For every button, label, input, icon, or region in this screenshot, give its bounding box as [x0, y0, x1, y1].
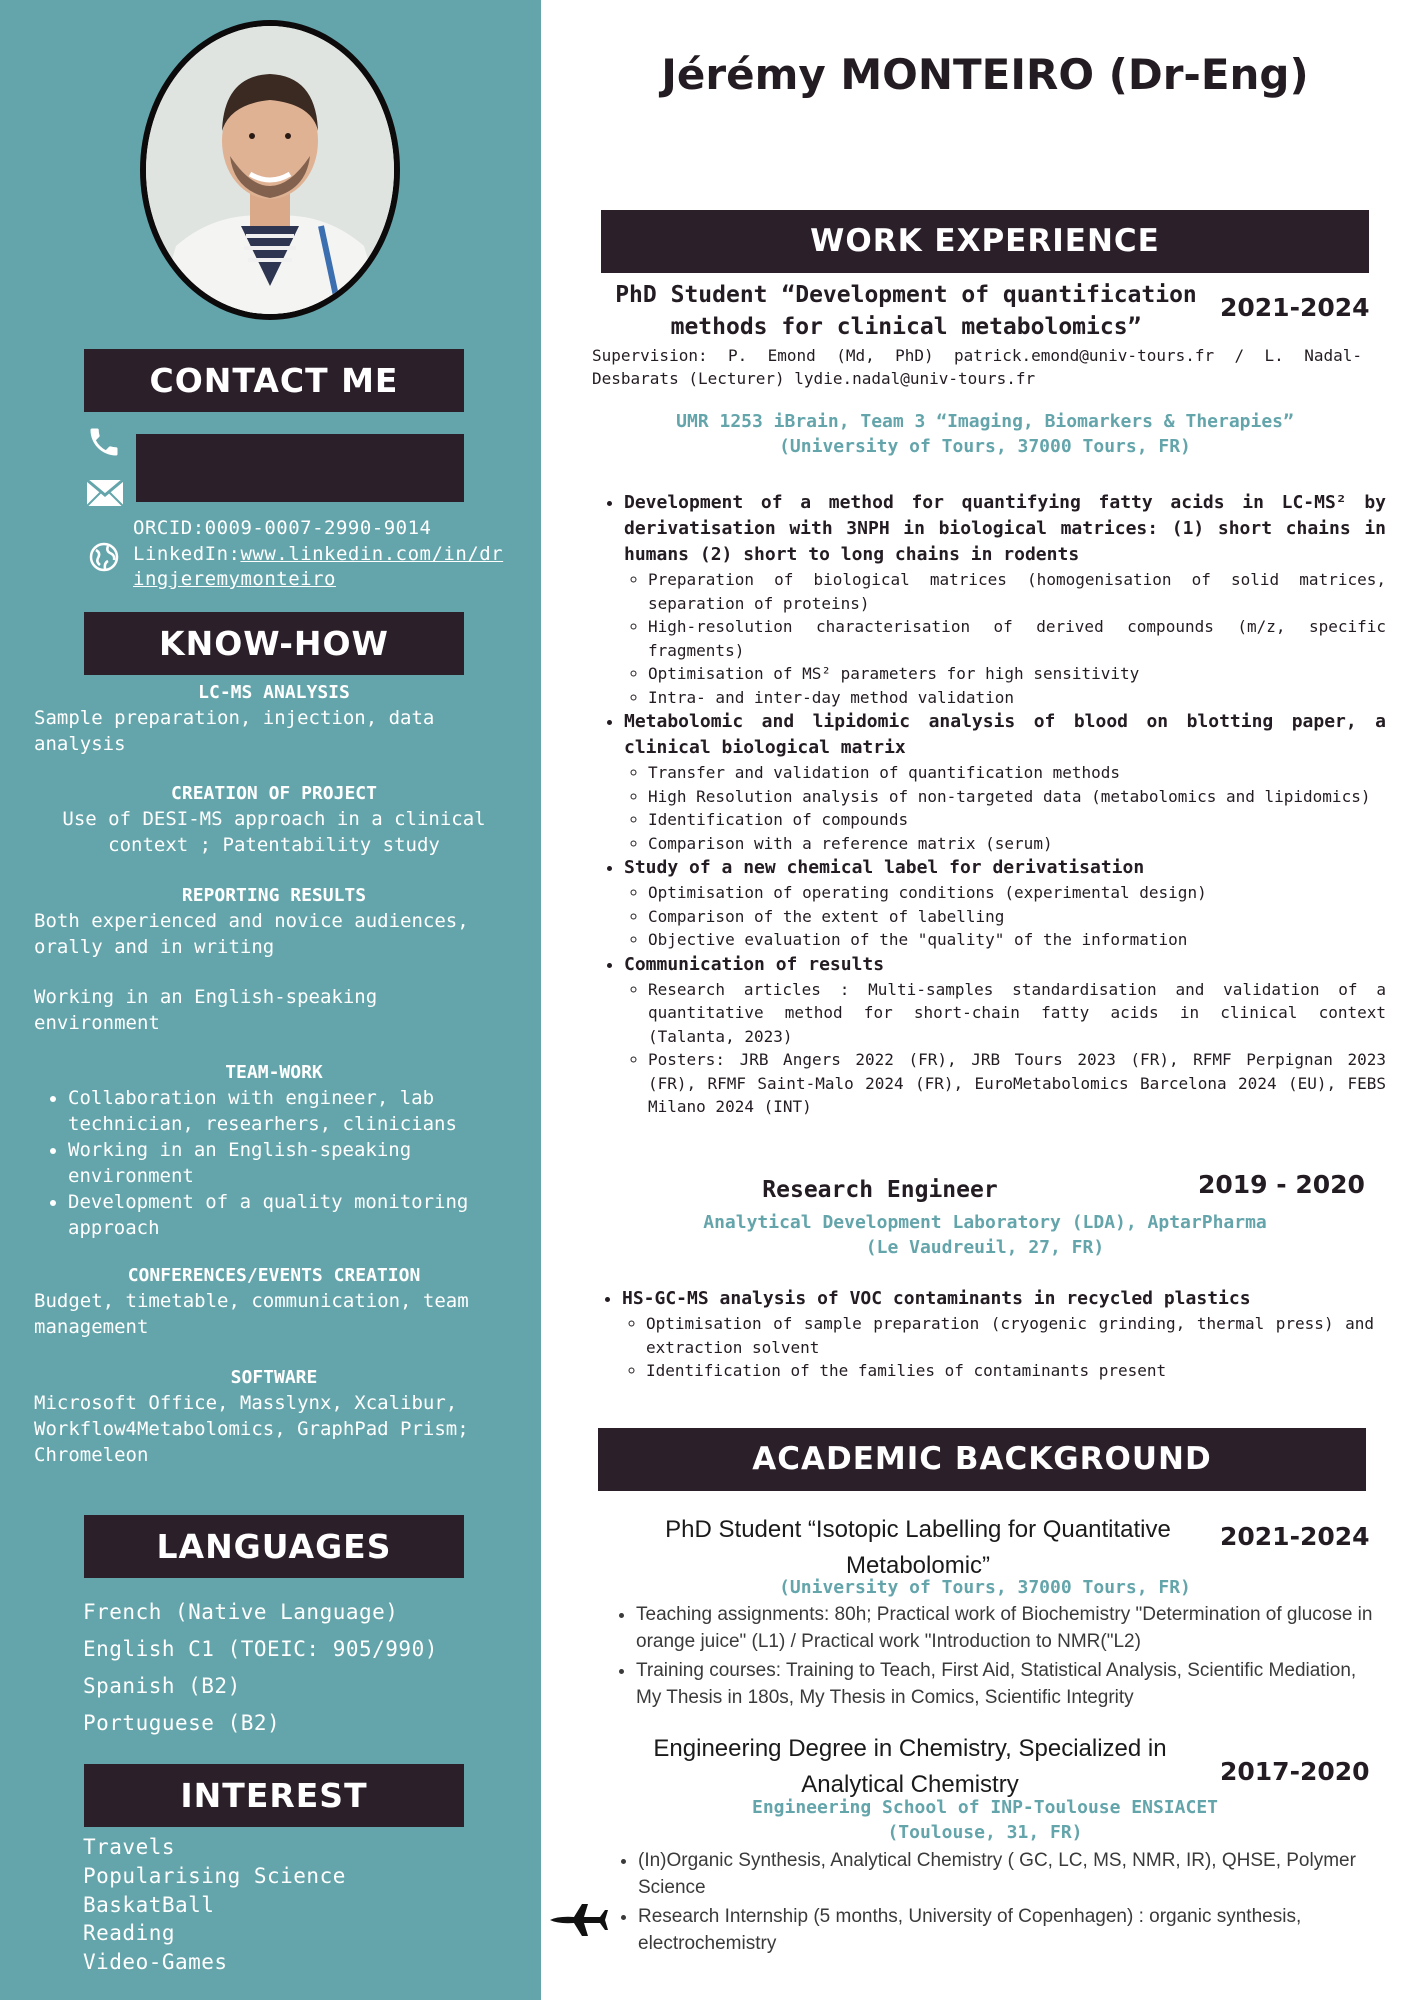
email-icon	[86, 478, 124, 508]
project-title: CREATION OF PROJECT	[171, 783, 377, 804]
airplane-icon	[548, 1900, 608, 1938]
contact-redacted-box	[136, 434, 464, 502]
engineer-lab-line1: Analytical Development Laboratory (LDA), AptarPharma	[703, 1212, 1267, 1233]
engineer-job-title: Research Engineer	[762, 1177, 998, 1203]
phd-job-years: 2021-2024	[1220, 293, 1370, 322]
list-item: ◦ Preparation of biological matrices (homogenisation of solid matrices, separation of proteins)	[648, 568, 1386, 615]
list-item: ◦ Identification of compounds	[648, 808, 1386, 832]
list-item: • Working in an English-speaking environment	[68, 1137, 514, 1189]
linkedin-line	[133, 542, 513, 592]
software-text: Microsoft Office, Masslynx, Xcalibur, Workflow4Metabolomics, GraphPad Prism; Chromeleon	[34, 1392, 469, 1466]
phone-icon	[86, 424, 122, 460]
list-item: • Teaching assignments: 80h; Practical work of Biochemistry "Determination of glucose in orange juice" (L1) / Practical work "Introduction to NMR("L2)	[636, 1601, 1384, 1655]
list-item: ◦ Identification of the families of contaminants present	[646, 1359, 1374, 1383]
interest-item: BaskatBall	[83, 1893, 215, 1917]
list-item	[624, 855, 1386, 952]
interest-item: Popularising Science	[83, 1864, 346, 1888]
english-text: Working in an English-speaking environment	[34, 986, 378, 1034]
interest-item: Reading	[83, 1921, 176, 1945]
acad-eng-years: 2017-2020	[1220, 1757, 1370, 1786]
language-item: French (Native Language)	[83, 1600, 399, 1624]
phd-lab-line2: (University of Tours, 37000 Tours, FR)	[779, 436, 1191, 457]
list-item: ◦ Posters: JRB Angers 2022 (FR), JRB Tours 2023 (FR), RFMF Perpignan 2023 (FR), RFMF Saint-Malo 2024 (FR), EuroMetabolomics Barcelona 2024 (EU), FEBS Milano 2024 (INT)	[648, 1048, 1386, 1119]
list-item: ◦ Optimisation of MS² parameters for high sensitivity	[648, 662, 1386, 686]
interest-heading: INTEREST	[84, 1764, 464, 1827]
list-item: • (In)Organic Synthesis, Analytical Chemistry ( GC, LC, MS, NMR, IR), QHSE, Polymer Science	[638, 1847, 1398, 1901]
conf-text: Budget, timetable, communication, team management	[34, 1290, 469, 1338]
languages-heading: LANGUAGES	[84, 1515, 464, 1578]
software-title: SOFTWARE	[230, 1367, 318, 1388]
acad-eng-list	[614, 1847, 1398, 1959]
bullet-text: Communication of results	[624, 953, 885, 975]
page-title: Jérémy MONTEIRO (Dr-Eng)	[661, 50, 1309, 99]
interest-item: Travels	[83, 1835, 176, 1859]
list-item: ◦ Optimisation of sample preparation (cryogenic grinding, thermal press) and extraction solvent	[646, 1312, 1374, 1359]
acad-phd-title: PhD Student “Isotopic Labelling for Quantitative Metabolomic”	[665, 1516, 1171, 1579]
acad-eng-place-line1: Engineering School of INP-Toulouse ENSIACET	[752, 1797, 1218, 1818]
list-item	[624, 709, 1386, 855]
list-item: • Collaboration with engineer, lab technician, researhers, clinicians	[68, 1085, 514, 1137]
contact-heading: CONTACT ME	[84, 349, 464, 412]
phd-lab-line1: UMR 1253 iBrain, Team 3 “Imaging, Biomarkers & Therapies”	[676, 411, 1294, 432]
reporting-text: Both experienced and novice audiences, orally and in writing	[34, 910, 469, 958]
academic-heading: ACADEMIC BACKGROUND	[598, 1428, 1366, 1491]
interest-item: Video-Games	[83, 1950, 228, 1974]
knowhow-heading: KNOW-HOW	[84, 612, 464, 675]
linkedin-link[interactable]: www.linkedin.com/in/dringjeremymonteiro	[133, 543, 504, 590]
list-item	[622, 1286, 1374, 1383]
engineer-lab-line2: (Le Vaudreuil, 27, FR)	[865, 1237, 1105, 1258]
linkedin-label: LinkedIn:	[133, 543, 241, 565]
reporting-title: REPORTING RESULTS	[181, 885, 367, 906]
acad-phd-years: 2021-2024	[1220, 1522, 1370, 1551]
orcid-text: ORCID:0009-0007-2990-9014	[133, 517, 432, 539]
phd-job-title: PhD Student “Development of quantification methods for clinical metabolomics”	[615, 282, 1197, 340]
list-item: ◦ High-resolution characterisation of derived compounds (m/z, specific fragments)	[648, 615, 1386, 662]
list-item: ◦ Comparison of the extent of labelling	[648, 905, 1386, 929]
list-item: ◦ Intra- and inter-day method validation	[648, 686, 1386, 710]
profile-photo	[140, 20, 400, 320]
bullet-text: Metabolomic and lipidomic analysis of blood on blotting paper, a clinical biological matrix	[624, 711, 1386, 758]
acad-eng-title: Engineering Degree in Chemistry, Specialized in Analytical Chemistry	[653, 1735, 1167, 1798]
list-item: ◦ Research articles : Multi-samples standardisation and validation of a quantitative method for short-chain fatty acids in clinical context (Talanta, 2023)	[648, 978, 1386, 1049]
list-item: ◦ High Resolution analysis of non-targeted data (metabolomics and lipidomics)	[648, 785, 1386, 809]
lcms-text: Sample preparation, injection, data analysis	[34, 707, 435, 755]
engineer-bullets	[598, 1286, 1374, 1383]
list-item: ◦ Objective evaluation of the "quality" of the information	[648, 928, 1386, 952]
bullet-text: Study of a new chemical label for derivatisation	[624, 857, 1145, 878]
phd-bullets	[600, 490, 1386, 1119]
acad-phd-place: (University of Tours, 37000 Tours, FR)	[779, 1577, 1191, 1598]
list-item: ◦ Optimisation of operating conditions (experimental design)	[648, 881, 1386, 905]
language-item: Spanish (B2)	[83, 1674, 241, 1698]
bullet-text: Development of a method for quantifying fatty acids in LC-MS² by derivatisation with 3NPH in biological matrices: (1) short chains in humans (2) short to long chains in rodents	[624, 492, 1386, 565]
bullet-text: HS-GC-MS analysis of VOC contaminants in recycled plastics	[622, 1288, 1251, 1309]
list-item: ◦ Comparison with a reference matrix (serum)	[648, 832, 1386, 856]
globe-icon	[88, 541, 120, 573]
list-item: • Research Internship (5 months, University of Copenhagen) : organic synthesis, electrochemistry	[638, 1903, 1398, 1957]
lcms-title: LC-MS ANALYSIS	[198, 682, 350, 703]
language-item: Portuguese (B2)	[83, 1711, 281, 1735]
work-heading: WORK EXPERIENCE	[601, 210, 1369, 273]
language-item: English C1 (TOEIC: 905/990)	[83, 1637, 438, 1661]
list-item: • Training courses: Training to Teach, First Aid, Statistical Analysis, Scientific Mediation, My Thesis in 180s, My Thesis in Comics, Scientific Integrity	[636, 1657, 1384, 1711]
team-title: TEAM-WORK	[225, 1062, 323, 1083]
profile-photo-illustration	[146, 26, 394, 314]
supervision-text: Supervision: P. Emond (Md, PhD) patrick.emond@univ-tours.fr / L. Nadal-Desbarats (Lecturer) lydie.nadal@univ-tours.fr	[592, 346, 1362, 388]
acad-eng-place-line2: (Toulouse, 31, FR)	[887, 1822, 1083, 1843]
engineer-job-years: 2019 - 2020	[1198, 1170, 1365, 1199]
project-text: Use of DESI-MS approach in a clinical context ; Patentability study	[62, 808, 486, 856]
acad-phd-list	[612, 1601, 1384, 1713]
list-item	[624, 952, 1386, 1119]
list-item: • Development of a quality monitoring approach	[68, 1189, 514, 1241]
team-list	[34, 1085, 514, 1241]
list-item	[624, 490, 1386, 709]
conf-title: CONFERENCES/EVENTS CREATION	[127, 1265, 421, 1286]
list-item: ◦ Transfer and validation of quantification methods	[648, 761, 1386, 785]
